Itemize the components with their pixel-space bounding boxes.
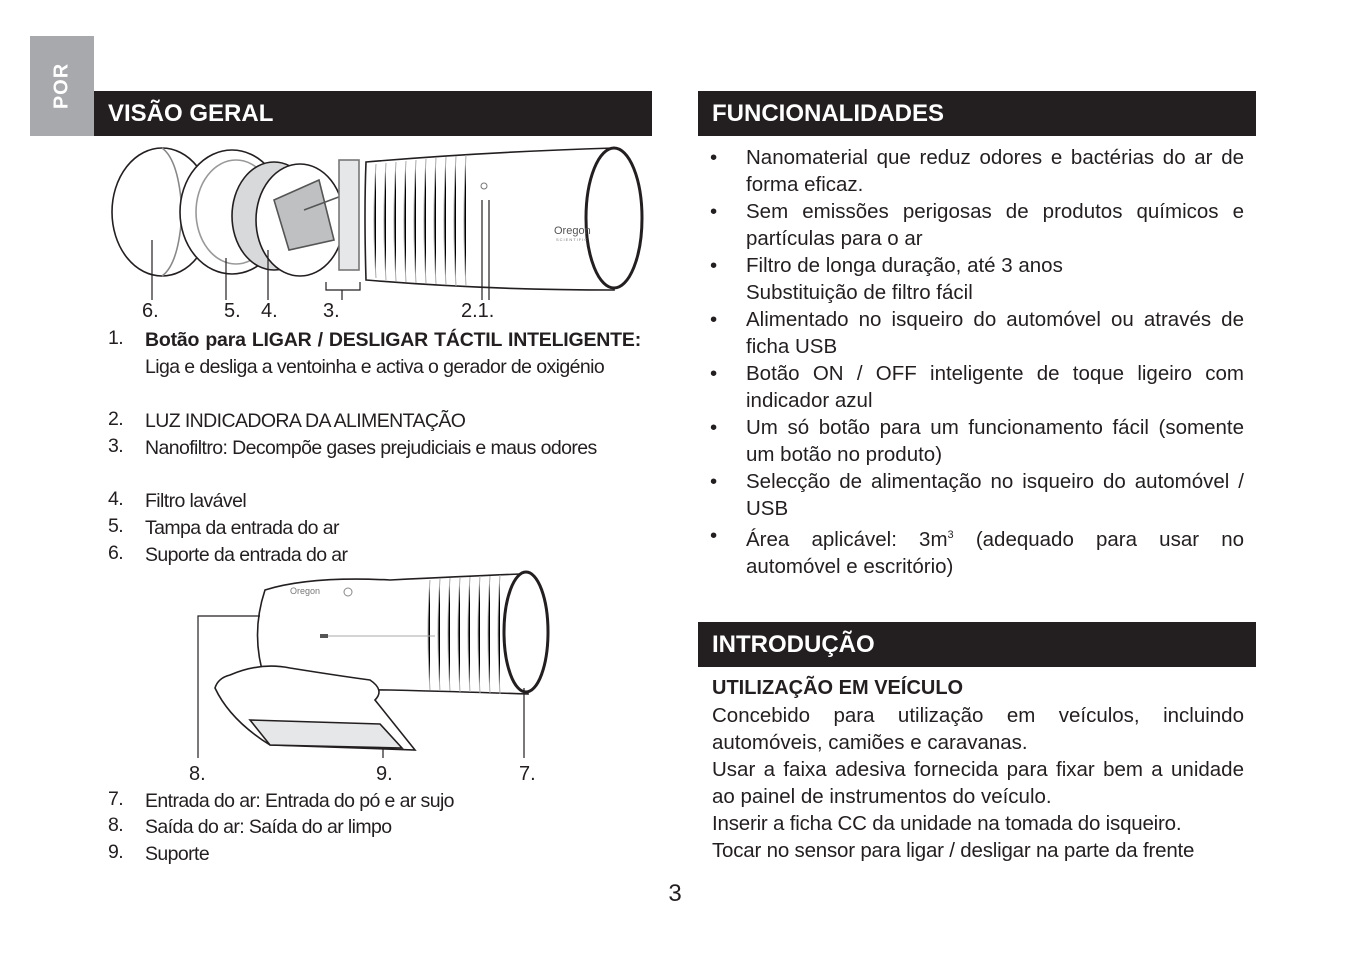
item-text: Filtro lavável bbox=[145, 490, 247, 512]
item-number: 7. bbox=[108, 788, 124, 810]
feature-text: Botão ON / OFF inteligente de toque ligeiro com indicador azul bbox=[746, 362, 1244, 412]
feature-text: Selecção de alimentação no isqueiro do automóvel / USB bbox=[746, 470, 1244, 520]
device-logo-bottom: Oregon bbox=[290, 586, 321, 596]
callout-5: 5. bbox=[224, 300, 241, 322]
feature-text: Nanomaterial que reduz odores e bactérias do ar de forma eficaz. bbox=[746, 146, 1244, 196]
bullet-glyph: • bbox=[710, 254, 718, 277]
language-tab bbox=[30, 36, 94, 136]
feature-text: Substituição de filtro fácil bbox=[746, 281, 973, 304]
item-text: Entrada do ar: Entrada do pó e ar sujo bbox=[145, 790, 454, 812]
item-number: 4. bbox=[108, 488, 124, 510]
item-number: 5. bbox=[108, 515, 124, 537]
item-text: Nanofiltro: Decompõe gases prejudiciais e maus odores bbox=[145, 437, 597, 459]
callout-9: 9. bbox=[376, 763, 393, 785]
item-number: 1. bbox=[108, 327, 124, 349]
bullet-glyph: • bbox=[710, 416, 718, 439]
bullet-glyph: • bbox=[710, 470, 718, 493]
callout-6: 6. bbox=[142, 300, 159, 322]
intro-paragraph: Usar a faixa adesiva fornecida para fixar bem a unidade ao painel de instrumentos do veículo. bbox=[712, 758, 1244, 808]
intro-paragraph: Tocar no sensor para ligar / desligar na parte da frente bbox=[712, 839, 1195, 862]
features-header: FUNCIONALIDADES bbox=[698, 91, 1256, 136]
page-number: 3 bbox=[668, 880, 682, 907]
intro-paragraph: Concebido para utilização em veículos, incluindo automóveis, camiões e caravanas. bbox=[712, 704, 1244, 754]
intro-paragraph: Inserir a ficha CC da unidade na tomada do isqueiro. bbox=[712, 812, 1182, 835]
area-superscript: 3 bbox=[947, 529, 954, 541]
item-text: Saída do ar: Saída do ar limpo bbox=[145, 816, 392, 838]
callout-2-1: 2.1. bbox=[461, 300, 495, 322]
language-label: POR bbox=[50, 62, 73, 110]
item-number: 8. bbox=[108, 814, 124, 836]
area-text-post: (adequado para usar no automóvel e escritório) bbox=[746, 527, 1245, 578]
item-text: Suporte da entrada do ar bbox=[145, 544, 348, 566]
feature-text-area bbox=[746, 522, 1244, 580]
callout-3: 3. bbox=[323, 300, 340, 322]
item-text: LUZ INDICADORA DA ALIMENTAÇÃO bbox=[145, 410, 466, 432]
intro-subtitle: UTILIZAÇÃO EM VEÍCULO bbox=[712, 677, 964, 699]
item-text: Suporte bbox=[145, 843, 210, 865]
area-text: Área aplicável: 3m bbox=[746, 527, 948, 551]
device-logo-sub-top: SCIENTIFIC bbox=[556, 237, 589, 242]
bullet-glyph: • bbox=[710, 308, 718, 331]
feature-text: Filtro de longa duração, até 3 anos bbox=[746, 254, 1063, 277]
item-number: 9. bbox=[108, 841, 124, 863]
item-number: 3. bbox=[108, 435, 124, 457]
feature-text: Sem emissões perigosas de produtos químicos e partículas para o ar bbox=[746, 200, 1244, 250]
item-text: Liga e desliga a ventoinha e activa o gerador de oxigénio bbox=[145, 356, 605, 378]
device-logo-top: Oregon bbox=[554, 225, 591, 237]
overview-header: VISÃO GERAL bbox=[94, 91, 652, 136]
assembled-device-illustration bbox=[190, 570, 560, 770]
bullet-glyph: • bbox=[710, 200, 718, 223]
item-number: 2. bbox=[108, 408, 124, 430]
exploded-view-illustration bbox=[104, 140, 652, 320]
item-text: Tampa da entrada do ar bbox=[145, 517, 339, 539]
bullet-glyph: • bbox=[710, 146, 718, 169]
bullet-glyph: • bbox=[710, 362, 718, 385]
callout-8: 8. bbox=[189, 763, 206, 785]
feature-text: Alimentado no isqueiro do automóvel ou através de ficha USB bbox=[746, 308, 1244, 358]
intro-header: INTRODUÇÃO bbox=[698, 622, 1256, 667]
item-bold-label: Botão para LIGAR / DESLIGAR TÁCTIL INTELIGENTE: bbox=[145, 329, 641, 351]
callout-4: 4. bbox=[261, 300, 278, 322]
callout-7: 7. bbox=[519, 763, 536, 785]
item-number: 6. bbox=[108, 542, 124, 564]
feature-text: Um só botão para um funcionamento fácil (somente um botão no produto) bbox=[746, 416, 1244, 466]
bullet-glyph: • bbox=[710, 524, 718, 547]
